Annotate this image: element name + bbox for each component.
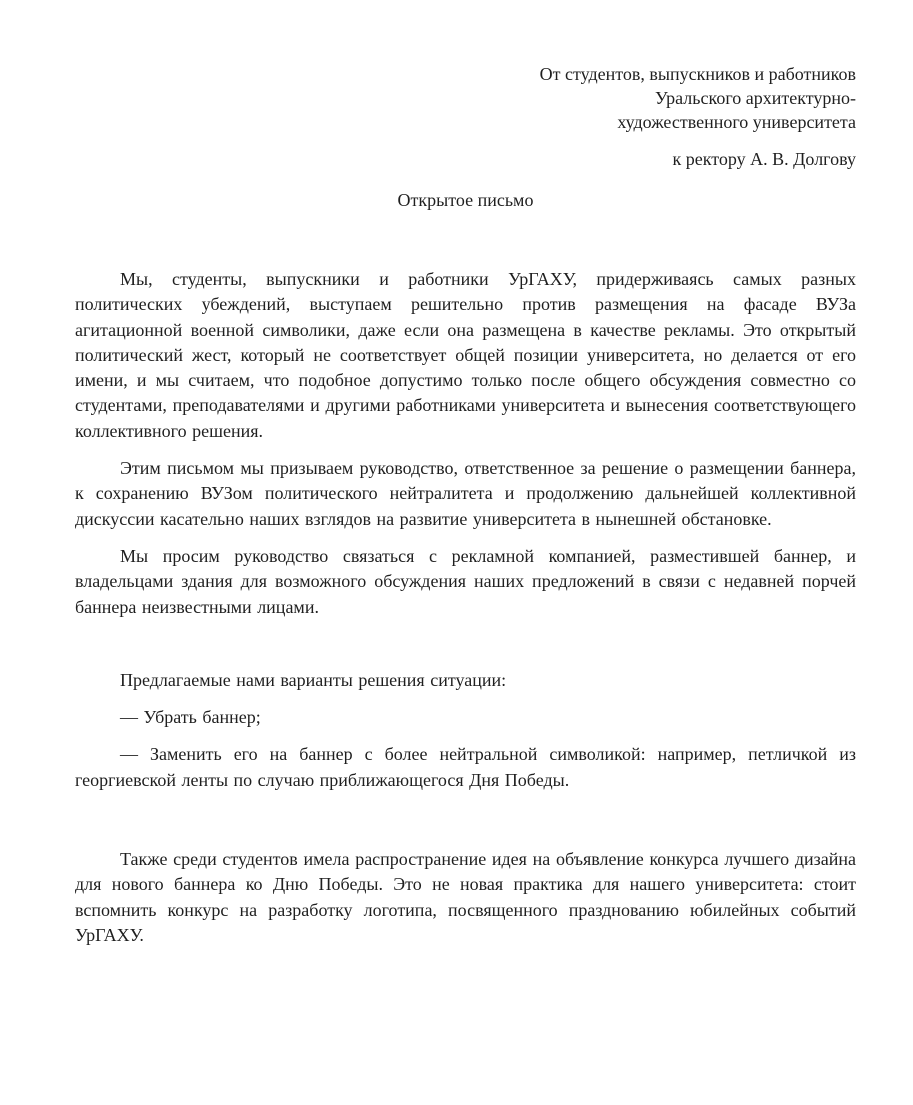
options-intro: Предлагаемые нами варианты решения ситуации: xyxy=(120,669,507,690)
paragraph-position-statement: Мы, студенты, выпускники и работники УрГАХУ, придерживаясь самых разных политических убеждений, выступаем решительно против размещения на фасаде ВУЗа агитационной военной символики, даже если она размещена в качестве рекламы. Это открытый политический жест, который не соответствует общей позиции университета, но делается от его имени, и мы считаем, что подобное допустимо только после общего обсуждения совместно со студентами, преподавателями и другими работниками университета и вынесения соответствующего коллективного решения. xyxy=(75,269,856,441)
option-item-1: — Убрать баннер; xyxy=(120,707,261,728)
option-item-2: — Заменить его на баннер с более нейтральной символикой: например, петличкой из георгиевской ленты по случаю приближающегося Дня Победы. xyxy=(75,744,856,790)
paragraph-request-contact: Мы просим руководство связаться с рекламной компанией, разместившей баннер, и владельцами здания для возможного обсуждения наших предложений в связи с недавней порчей баннера неизвестными лицами. xyxy=(75,545,856,617)
sender-line-1: От студентов, выпускников и работников xyxy=(539,64,856,84)
sender-block xyxy=(75,62,856,134)
sender-line-2: Уральского архитектурно- xyxy=(655,88,856,108)
closing-paragraph: Также среди студентов имела распространение идея на объявление конкурса лучшего дизайна для нового баннера ко Дню Победы. Это не новая практика для нашего университета: стоит вспомнить конкурс на разработку логотипа, посвященного празднованию юбилейных событий УрГАХУ. xyxy=(75,849,856,945)
paragraph-call-to-leadership: Этим письмом мы призываем руководство, ответственное за решение о размещении баннера, к сохранению ВУЗом политического нейтралитета и продолжению дальнейшей коллективной дискуссии касательно наших взглядов на развитие университета в нынешней обстановке. xyxy=(75,458,856,529)
letter-title: Открытое письмо xyxy=(397,190,534,210)
sender-line-3: художественного университета xyxy=(617,112,856,132)
recipient-line: к ректору А. В. Долгову xyxy=(672,149,856,169)
